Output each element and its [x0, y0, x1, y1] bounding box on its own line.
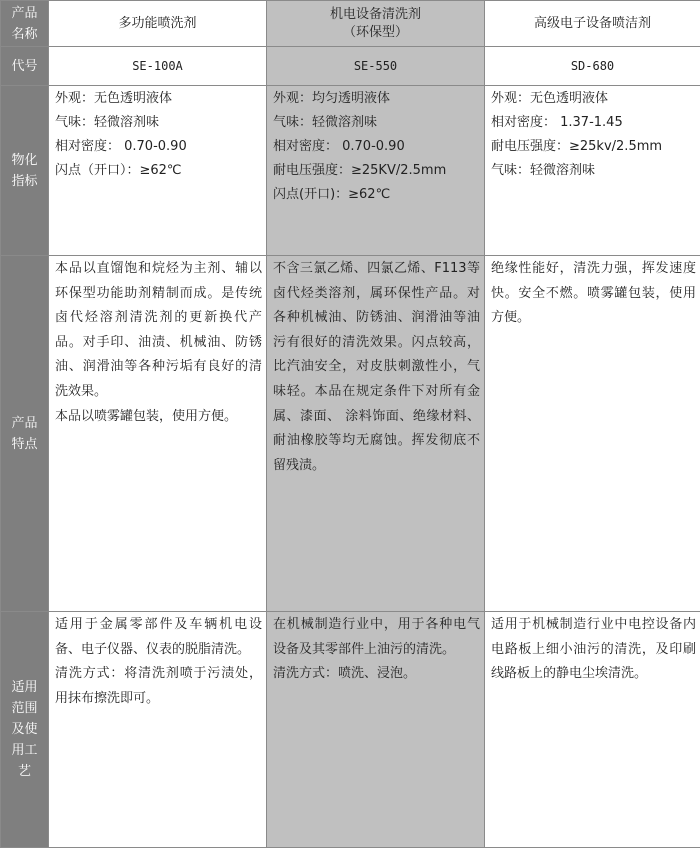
property-line: 闪点（开口）：≥62℃ — [55, 159, 262, 183]
row-label-product-name — [1, 1, 49, 47]
usage-paragraph: 清洗方式：将清洗剂喷于污渍处，用抹布擦洗即可。 — [55, 662, 262, 711]
property-line: 闪点(开口)：≥62℃ — [273, 183, 480, 207]
properties-cell-2 — [267, 86, 485, 256]
product-code-1: SE-100A — [49, 47, 267, 86]
product-name-cell-2 — [267, 1, 485, 47]
usage-paragraph: 适用于金属零部件及车辆机电设备、电子仪器、仪表的脱脂清洗。 — [55, 613, 262, 662]
usage-paragraph: 适用于机械制造行业中电控设备内电路板上细小油污的清洗，及印刷线路板上的静电尘埃清洗。 — [491, 613, 696, 687]
row-features — [1, 256, 700, 612]
feature-paragraph: 本品以喷雾罐包装，使用方便。 — [55, 405, 262, 430]
property-line: 外观：均匀透明液体 — [273, 87, 480, 111]
row-properties — [1, 86, 700, 256]
row-label-text: 产品特点 — [10, 413, 40, 455]
property-line: 气味：轻微溶剂味 — [273, 111, 480, 135]
row-label-text: 产品名称 — [10, 3, 40, 45]
features-cell-1 — [49, 256, 267, 612]
usage-paragraph: 清洗方式：喷洗、浸泡。 — [273, 662, 480, 687]
property-line: 气味：轻微溶剂味 — [55, 111, 262, 135]
properties-cell-1 — [49, 86, 267, 256]
feature-paragraph: 绝缘性能好，清洗力强，挥发速度快。安全不燃。喷雾罐包装，使用方便。 — [491, 257, 696, 331]
product-name: 多功能喷洗剂 — [49, 15, 266, 33]
feature-paragraph: 不含三氯乙烯、四氯乙烯、F113等卤代烃类溶剂，属环保性产品。对各种机械油、防锈油、润滑油等油污有很好的清洗效果。闪点较高，比汽油安全，对皮肤刺激性小，气味轻。本品在规定条件下对所有金属、漆面、 涂料饰面、绝缘材料、耐油橡胶等均无腐蚀。挥发彻底不留残渍。 — [273, 257, 480, 478]
usage-cell-3 — [485, 612, 700, 848]
row-label-features — [1, 256, 49, 612]
property-line: 耐电压强度：≥25KV/2.5mm — [273, 159, 480, 183]
row-label-text: 适用范围及使用工艺 — [10, 677, 40, 782]
feature-paragraph: 本品以直馏饱和烷烃为主剂、辅以环保型功能助剂精制而成。是传统卤代烃溶剂清洗剂的更新换代产品。对手印、油渍、机械油、防锈油、润滑油等各种污垢有良好的清洗效果。 — [55, 257, 262, 405]
row-product-name — [1, 1, 700, 47]
features-cell-3 — [485, 256, 700, 612]
property-line: 外观：无色透明液体 — [491, 87, 696, 111]
product-name: 高级电子设备喷洁剂 — [485, 15, 700, 33]
properties-cell-3 — [485, 86, 700, 256]
property-line: 相对密度： 0.70-0.90 — [55, 135, 262, 159]
row-label-usage — [1, 612, 49, 848]
product-name-cell-3 — [485, 1, 700, 47]
product-name-cell-1 — [49, 1, 267, 47]
row-usage — [1, 612, 700, 848]
property-line: 耐电压强度：≥25kv/2.5mm — [491, 135, 696, 159]
row-code — [1, 47, 700, 86]
usage-cell-1 — [49, 612, 267, 848]
product-name-subtitle: （环保型） — [267, 24, 484, 42]
usage-cell-2 — [267, 612, 485, 848]
property-line: 气味：轻微溶剂味 — [491, 159, 696, 183]
row-label-text: 物化指标 — [10, 150, 40, 192]
features-cell-2 — [267, 256, 485, 612]
product-code-3: SD-680 — [485, 47, 700, 86]
row-label-code: 代号 — [1, 47, 49, 86]
property-line: 外观：无色透明液体 — [55, 87, 262, 111]
property-line: 相对密度： 0.70-0.90 — [273, 135, 480, 159]
product-name: 机电设备清洗剂 — [267, 6, 484, 24]
row-label-properties — [1, 86, 49, 256]
product-code-2: SE-550 — [267, 47, 485, 86]
usage-paragraph: 在机械制造行业中，用于各种电气设备及其零部件上油污的清洗。 — [273, 613, 480, 662]
property-line: 相对密度： 1.37-1.45 — [491, 111, 696, 135]
